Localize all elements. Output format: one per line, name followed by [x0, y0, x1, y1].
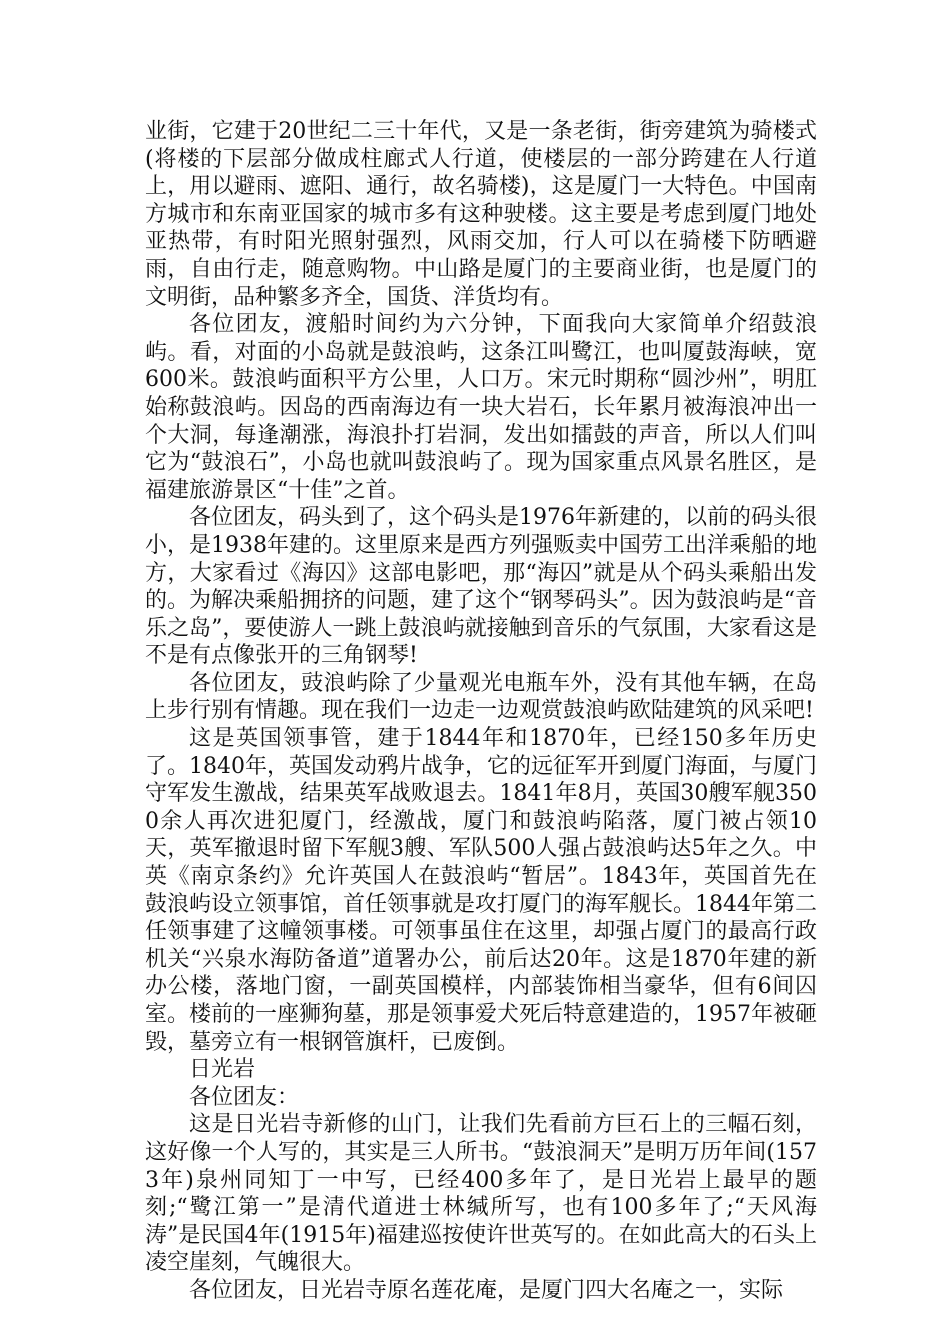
paragraph-temple-intro: 各位团友，日光岩寺原名莲花庵，是厦门四大名庵之一，实际 [189, 1277, 784, 1303]
paragraph-ferry-gulangyu-intro: 各位团友，渡船时间约为六分钟，下面我向大家简单介绍鼓浪屿。看，对面的小岛就是鼓浪屿，这条江叫鹭江，也叫厦鼓海峡，宽600米。鼓浪屿面积平方公里，人口万。宋元时期称“圆沙州”，明肛始称鼓浪屿。因岛的西南海边有一块大岩石，长年累月被海浪冲出一个大洞，每逢潮涨，海浪扑打岩洞，发出如擂鼓的声音，所以人们叫它为“鼓浪石”，小岛也就叫鼓浪屿了。现为国家重点风景名胜区，是福建旅游景区“十佳”之首。 [145, 312, 817, 503]
paragraph-walking-tour: 各位团友，豉浪屿除了少量观光电瓶车外，没有其他车辆，在岛上步行别有情趣。现在我们一边走一边观赏鼓浪屿欧陆建筑的风采吧! [145, 670, 817, 724]
paragraph-british-consulate: 这是英国领事管，建于1844年和1870年，已经150多年历史了。1840年，英国发动鸦片战争，它的远征军开到厦门海面，与厦门守军发生激战，结果英军战败退去。1841年8月，英国30艘军舰3500余人再次进犯厦门，经激战，厦门和鼓浪屿陷落，厦门被占领10天，英军撤退时留下军舰3艘、军队500人强占鼓浪屿达5年之久。中英《南京条约》允许英国人在鼓浪屿“暂居”。1843年，英国首先在鼓浪屿设立领事馆，首任领事就是攻打厦门的海军舰长。1844年第二任领事建了这幢领事楼。可领事虽住在这里，却强占厦门的最高行政机关“兴泉水海防备道”道署办公，前后达20年。这是1870年建的新办公楼，落地门窗，一副英国模样，内部装饰相当豪华，但有6间囚室。楼前的一座狮狗墓，那是领事爱犬死后特意建造的，1957年被砸毁，墓旁立有一根钢管旗杆，已废倒。 [145, 726, 817, 1055]
section-heading-sunlight-rock: 日光岩 [189, 1057, 256, 1083]
greeting-line: 各位团友： [189, 1084, 300, 1110]
paragraph-zhongshan-road: 业街，它建于20世纪二三十年代，又是一条老街，街旁建筑为骑楼式(将楼的下层部分做成柱廊式人行道，使楼层的一部分跨建在人行道上，用以避雨、遮阳、通行，故名骑楼)，这是厦门一大特色。中国南方城市和东南亚国家的城市多有这种驶楼。这主要是考虑到厦门地处亚热带，有时阳光照射强烈，风雨交加，行人可以在骑楼下防晒避雨，自由行走，随意购物。中山路是厦门的主要商业街，也是厦门的文明街，品种繁多齐全，国货、洋货均有。 [145, 119, 817, 310]
document-page [145, 118, 817, 1305]
paragraph-stone-inscriptions: 这是日光岩寺新修的山门，让我们先看前方巨石上的三幅石刻，这好像一个人写的，其实是三人所书。“鼓浪洞天”是明万历年间(1573年)泉州同知丁一中写，已经400多年了，是日光岩上最早的题刻;“鹭江第一”是清代道进士林缄所写，也有100多年了;“天风海涛”是民国4年(1915年)福建巡按使许世英写的。在如此高大的石头上凌空崖刻，气魄很大。 [145, 1112, 817, 1276]
paragraph-piano-pier: 各位团友，码头到了，这个码头是1976年新建的，以前的码头很小，是1938年建的。这里原来是西方列强贩卖中国劳工出洋乘船的地方，大家看过《海囚》这部电影吧，那“海囚”就是从个码头乘船出发的。为解决乘船拥挤的问题，建了这个“钢琴码头”。因为鼓浪屿是“音乐之岛”，要使游人一跳上鼓浪屿就接触到音乐的气氛围，大家看这是不是有点像张开的三角钢琴! [145, 505, 817, 669]
